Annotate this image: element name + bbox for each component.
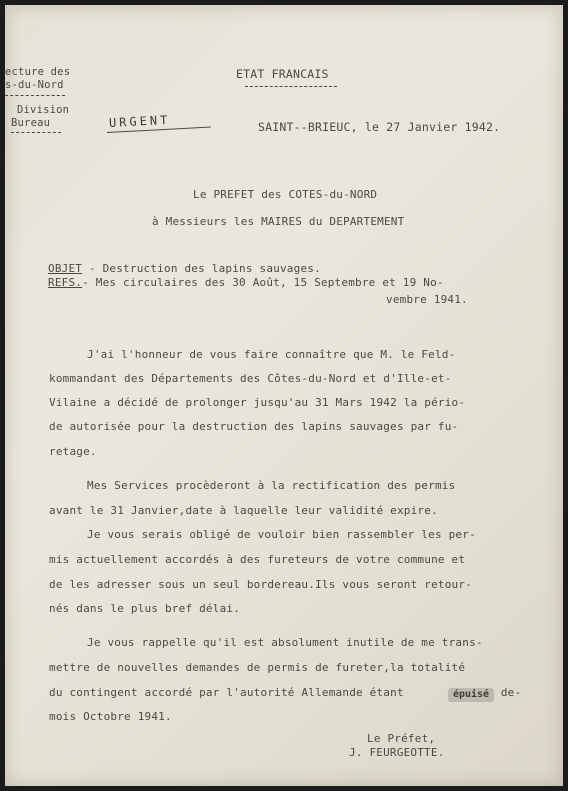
body-line: Vilaine a décidé de prolonger jusqu'au 31 Mars 1942 la pério- xyxy=(49,396,466,409)
body-line: kommandant des Départements des Côtes-du-Nord et d'Ille-et- xyxy=(49,372,452,385)
state-heading-underline xyxy=(245,86,337,87)
signature-name: J. FEURGEOTTE. xyxy=(349,746,445,759)
body-line: retage. xyxy=(49,445,97,458)
place-and-date: SAINT--BRIEUC, le 27 Janvier 1942. xyxy=(258,120,501,134)
urgent-mark: URGENT xyxy=(108,112,171,130)
references-text-continued: vembre 1941. xyxy=(386,293,468,306)
object-text: - Destruction des lapins sauvages. xyxy=(82,262,321,275)
body-line: J'ai l'honneur de vous faire connaître que M. le Feld- xyxy=(87,348,456,361)
object-label: OBJET xyxy=(48,262,83,275)
header-left-divider xyxy=(5,95,65,96)
bureau-label: Bureau xyxy=(11,117,51,129)
body-line: de autorisée pour la destruction des lapins sauvages par fu- xyxy=(49,420,459,433)
references-label: REFS. xyxy=(48,276,83,289)
body-line: mettre de nouvelles demandes de permis de fureter,la totalité xyxy=(49,661,466,674)
division-label: Division xyxy=(17,104,70,116)
signature-title: Le Préfet, xyxy=(367,732,436,745)
body-line: mis actuellement accordés à des fureteurs de votre commune et xyxy=(49,553,466,566)
header-left-divider-2 xyxy=(11,132,61,133)
body-line: du contingent accordé par l'autorité Allemande étant xyxy=(49,686,404,699)
body-line: de les adresser sous un seul bordereau.Ils vous seront retour- xyxy=(49,578,472,591)
exhausted-stamp: épuisé xyxy=(448,688,494,702)
body-line: Je vous rappelle qu'il est absolument inutile de me trans- xyxy=(87,636,483,649)
prefecture-name: ecture des xyxy=(5,66,71,78)
body-line: Mes Services procèderont à la rectification des permis xyxy=(87,479,456,492)
letter-page xyxy=(5,5,563,786)
references-text: - Mes circulaires des 30 Août, 15 Septembre et 19 No- xyxy=(82,276,444,289)
sender-line: Le PREFET des COTES-du-NORD xyxy=(193,188,378,201)
body-line: mois Octobre 1941. xyxy=(49,710,172,723)
object-line xyxy=(48,262,321,276)
prefecture-department: s-du-Nord xyxy=(5,79,64,91)
recipient-line: à Messieurs les MAIRES du DEPARTEMENT xyxy=(152,215,405,228)
references-line xyxy=(48,276,444,290)
state-heading: ETAT FRANCAIS xyxy=(236,67,329,81)
body-line: avant le 31 Janvier,date à laquelle leur validité expire. xyxy=(49,504,438,517)
body-line: Je vous serais obligé de vouloir bien rassembler les per- xyxy=(87,528,476,541)
body-line-end: de- xyxy=(494,686,522,699)
body-line: nés dans le plus bref délai. xyxy=(49,602,241,615)
